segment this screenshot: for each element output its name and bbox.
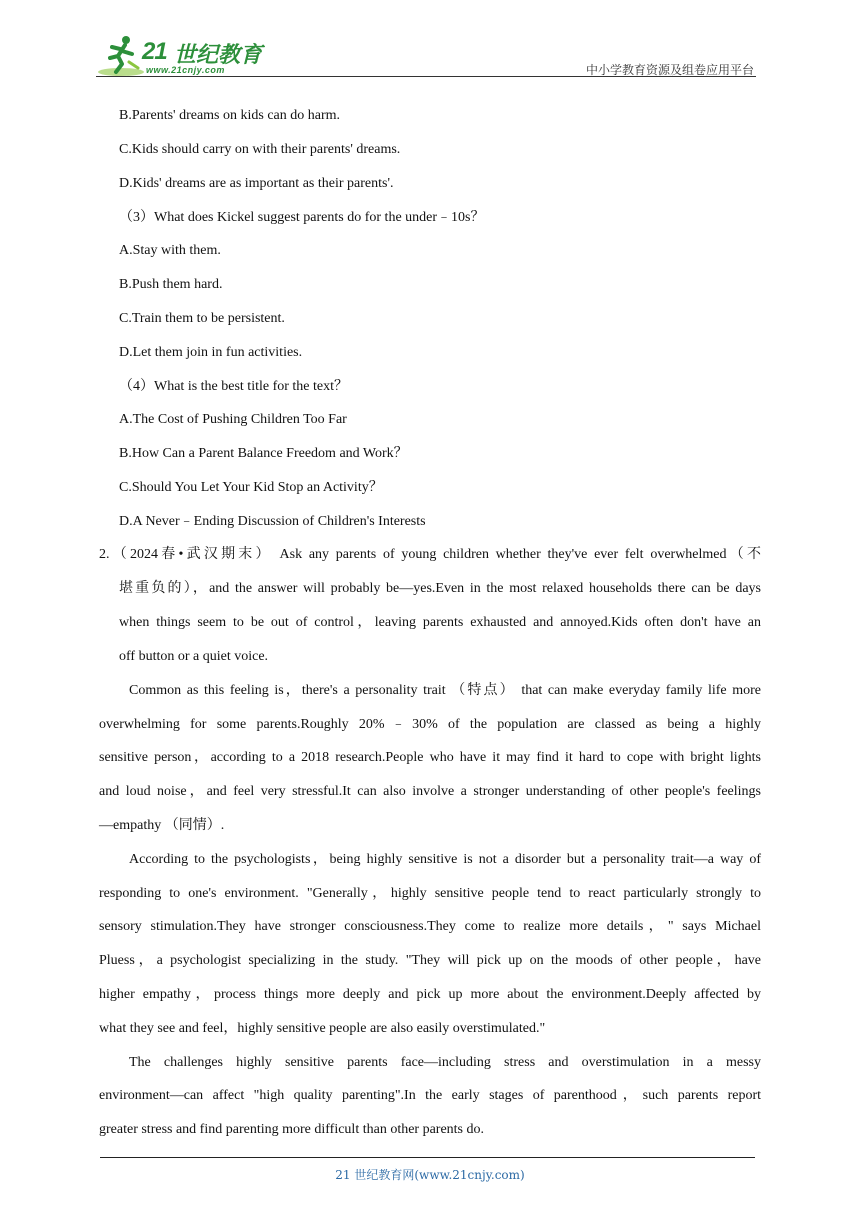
option-c-q2: C.Kids should carry on with their parents' dreams. (119, 142, 401, 157)
site-logo[interactable] (96, 34, 266, 78)
passage-2-line: when things seem to be out of control，leaving parents exhausted and annoyed.Kids often don't have an (119, 615, 761, 630)
logo-url: www.21cnjy.com (146, 65, 225, 75)
passage-2-line: overwhelming for some parents.Roughly 20%﹣30% of the population are classed as being a highly (99, 717, 761, 732)
option-c-q4: C.Should You Let Your Kid Stop an Activity？ (119, 480, 383, 495)
passage-2-line: sensitive person，according to a 2018 research.People who have it may find it hard to cope with bright lights (99, 750, 761, 765)
option-b-q4: B.How Can a Parent Balance Freedom and Work？ (119, 446, 408, 461)
question-3: （3）What does Kickel suggest parents do for the under﹣10s？ (119, 210, 485, 225)
passage-2-line: Pluess，a psychologist specializing in the study. "They will pick up on the moods of other people，have (99, 953, 761, 968)
footer-divider (100, 1157, 755, 1158)
passage-2-line: —empathy （同情）. (99, 818, 225, 833)
passage-2-line: sensory stimulation.They have stronger consciousness.They come to realize more details，" says Michael (99, 919, 761, 934)
option-d-q3: D.Let them join in fun activities. (119, 345, 303, 360)
passage-2-line: According to the psychologists，being highly sensitive is not a disorder but a personality trait—a way of (129, 852, 761, 867)
runner-icon (96, 34, 146, 78)
passage-2-line: 堪重负的），and the answer will probably be—yes.Even in the most relaxed households there can be days (119, 581, 761, 596)
logo-number: 21 (142, 38, 167, 65)
passage-2-line: responding to one's environment. "Generally，highly sensitive people tend to react particularly strongly to (99, 886, 761, 901)
option-c-q3: C.Train them to be persistent. (119, 311, 285, 326)
footer-link[interactable]: 21 世纪教育网(www.21cnjy.com) (335, 1168, 525, 1182)
option-b-q3: B.Push them hard. (119, 277, 223, 292)
passage-2-line: greater stress and find parenting more difficult than other parents do. (99, 1122, 485, 1137)
page-header (96, 30, 756, 80)
passage-2-line: Common as this feeling is，there's a personality trait （特点） that can make everyday family life more (129, 683, 761, 698)
logo-chinese-name: 世纪教育 (174, 43, 263, 68)
passage-2-line: what they see and feel，highly sensitive people are also easily overstimulated." (99, 1021, 546, 1036)
question-4: （4）What is the best title for the text？ (119, 379, 349, 394)
passage-2-line: The challenges highly sensitive parents face—including stress and overstimulation in a messy (129, 1055, 761, 1070)
header-divider (96, 76, 756, 77)
passage-2-line: 2.（2024春•武汉期末） Ask any parents of young children whether they've ever felt overwhelmed（不 (99, 547, 761, 562)
option-d-q2: D.Kids' dreams are as important as their parents'. (119, 176, 394, 191)
option-a-q4: A.The Cost of Pushing Children Too Far (119, 412, 347, 427)
option-b-q2: B.Parents' dreams on kids can do harm. (119, 108, 341, 123)
header-slogan: 中小学教育资源及组卷应用平台 (585, 63, 754, 77)
passage-2-line: off button or a quiet voice. (119, 649, 269, 664)
passage-2-line: and loud noise，and feel very stressful.It can also involve a stronger understanding of other people's feelings (99, 784, 761, 799)
option-d-q4: D.A Never﹣Ending Discussion of Children's Interests (119, 514, 426, 529)
passage-2-line: higher empathy，process things more deeply and pick up more about the environment.Deeply affected by (99, 987, 761, 1002)
passage-2-line: environment—can affect "high quality parenting".In the early stages of parenthood，such parents report (99, 1088, 761, 1103)
option-a-q3: A.Stay with them. (119, 243, 221, 258)
